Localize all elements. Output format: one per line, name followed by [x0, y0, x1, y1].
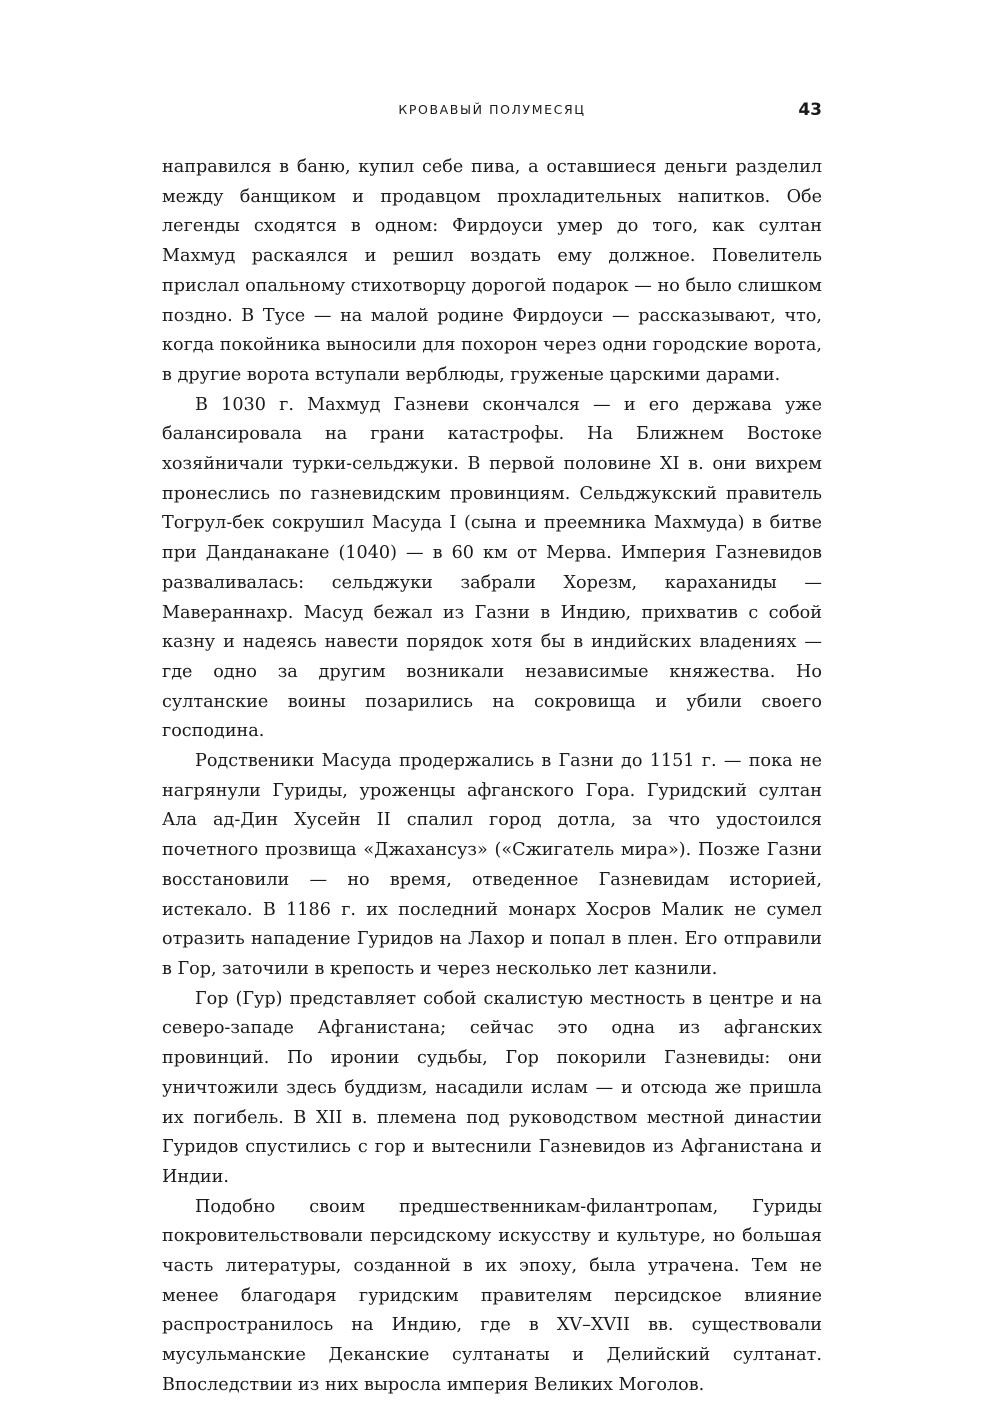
paragraph-ghurid-conquest: Родственики Масуда продержались в Газни до 1151 г. — пока не нагрянули Гуриды, уроженцы афганского Гора. Гуридский султан Ала ад-Дин Хусейн II спалил город дотла, за что удостоился почетного прозвища «Джахансуз» («Сжигатель мира»). Позже Газни восстановили — но время, отведенное Газневидам историей, истекало. В 1186 г. их последний монарх Хосров Малик не сумел отразить нападение Гуридов на Лахор и попал в плен. Его отправили в Гор, заточили в крепость и через несколько лет казнили. — [162, 751, 822, 979]
paragraph-ghurid-culture: Подобно своим предшественникам-филантропам, Гуриды покровительствовали персидскому искусству и культуре, но большая часть литературы, созданной в их эпоху, была утрачена. Тем не менее благодаря гуридским правителям персидское влияние распространилось на Индию, где в XV–XVII вв. существовали мусульманские Деканские султанаты и Делийский султанат. Впоследствии из них выросла империя Великих Моголов. — [162, 1196, 822, 1395]
paragraph-continuation: направился в баню, купил себе пива, а оставшиеся деньги разделил между банщиком и продавцом прохладительных напитков. Обе легенды сходятся в одном: Фирдоуси умер до того, как султан Махмуд раскаялся и решил воздать ему должное. Повелитель прислал опальному стихотворцу дорогой подарок — но было слишком поздно. В Тусе — на малой родине Фирдоуси — рассказывают, что, когда покойника выносили для похорон через одни городские ворота, в другие ворота вступали верблюды, груженые царскими дарами. — [162, 157, 822, 385]
paragraph-mahmud-death: В 1030 г. Махмуд Газневи скончался — и его держава уже балансировала на грани катастрофы. На Ближнем Востоке хозяйничали турки-сельджуки. В первой половине XI в. они вихрем пронеслись по газневидским провинциям. Сельджукский правитель Тогрул-бек сокрушил Масуда I (сына и преемника Махмуда) в битве при Данданакане (1040) — в 60 км от Мерва. Империя Газневидов разваливалась: сельджуки забрали Хорезм, караханиды — Мавераннахр. Масуд бежал из Газни в Индию, прихватив с собой казну и надеясь навести порядок хотя бы в индийских владениях — где одно за другим возникали независимые княжества. Но султанские воины позарились на сокровища и убили своего господина. — [162, 394, 822, 742]
running-head — [162, 98, 822, 122]
page-number: 43 — [798, 100, 822, 120]
body-text — [162, 153, 822, 1401]
running-title: КРОВАВЫЙ ПОЛУМЕСЯЦ — [398, 102, 586, 117]
paragraph-ghor-region: Гор (Гур) представляет собой скалистую местность в центре и на северо-западе Афганистана; сейчас это одна из афганских провинций. По иронии судьбы, Гор покорили Газневиды: они уничтожили здесь буддизм, насадили ислам — и отсюда же пришла их погибель. В XII в. племена под руководством местной династии Гуридов спустились с гор и вытеснили Газневидов из Афганистана и Индии. — [162, 988, 822, 1187]
